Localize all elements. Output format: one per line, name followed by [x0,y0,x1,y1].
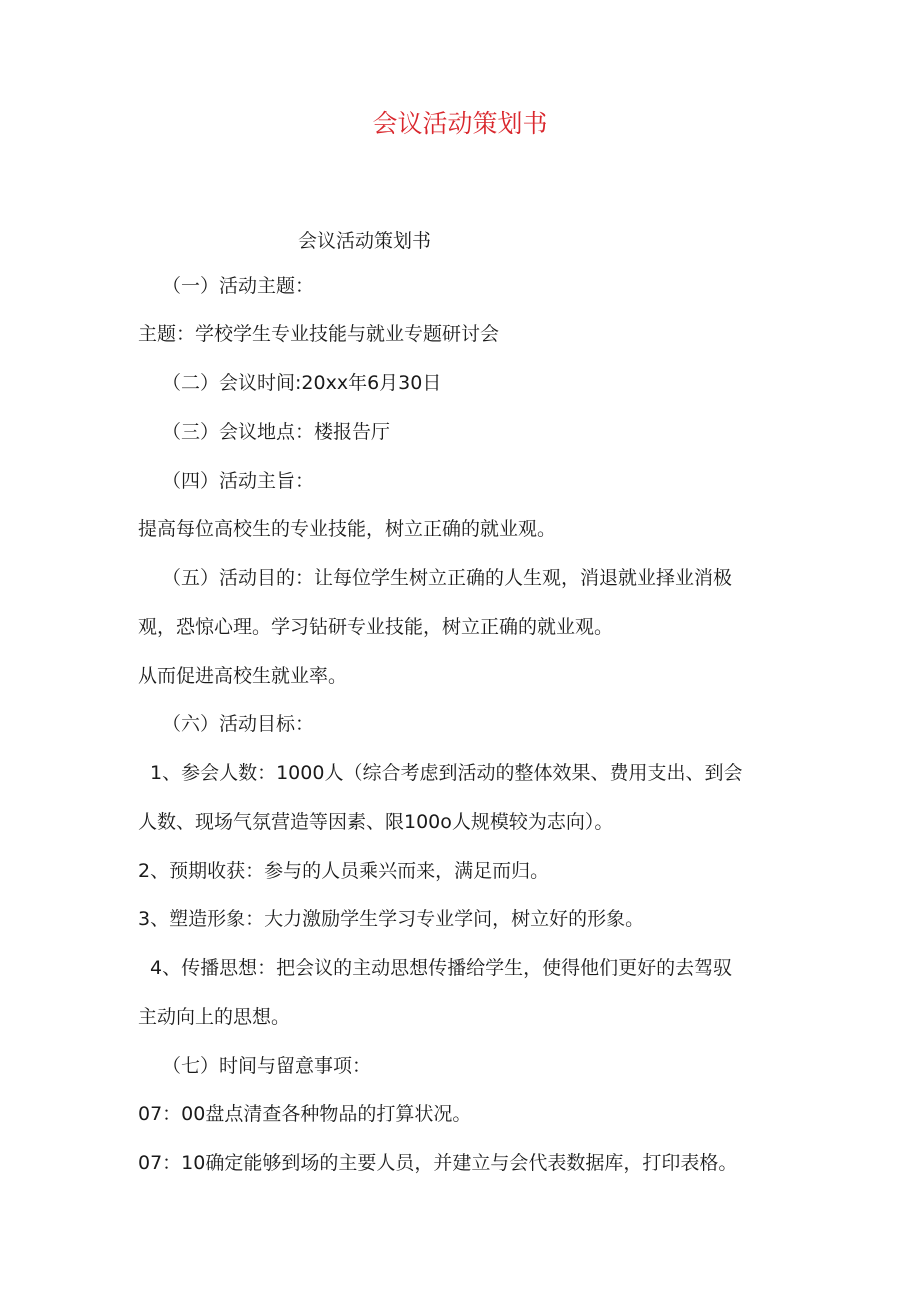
schedule-item-0710: 07：10确定能够到场的主要人员，并建立与会代表数据库，打印表格。 [138,1152,738,1174]
section-heading-schedule: （七）时间与留意事项： [162,1055,372,1077]
paragraph-goal-end: 从而促进高校生就业率。 [138,665,348,687]
section-heading-location: （三）会议地点：楼报告厅 [162,421,391,443]
section-heading-purpose: （四）活动主旨： [162,470,315,492]
list-item-expected: 2、预期收获：参与的人员乘兴而来，满足而归。 [138,860,550,882]
list-item-spread-cont: 主动向上的思想。 [138,1006,291,1028]
list-item-spread: 4、传播思想：把会议的主动思想传播给学生，使得他们更好的去驾驭 [150,957,733,979]
list-item-image: 3、塑造形象：大力激励学生学习专业学问，树立好的形象。 [138,908,645,930]
section-heading-time: （二）会议时间:20xx年6月30日 [162,372,442,394]
schedule-item-0700: 07：00盘点清查各种物品的打算状况。 [138,1103,472,1125]
document-title: 会议活动策划书 [372,109,548,138]
paragraph-theme: 主题：学校学生专业技能与就业专题研讨会 [138,323,500,345]
document-subtitle: 会议活动策划书 [298,230,432,252]
list-item-attendance: 1、参会人数：1000人（综合考虑到活动的整体效果、费用支出、到会 [150,762,743,784]
section-heading-goal: （五）活动目的：让每位学生树立正确的人生观，消退就业择业消极 [162,567,733,589]
paragraph-goal-cont: 观，恐惊心理。学习钻研专业技能，树立正确的就业观。 [138,616,614,638]
list-item-attendance-cont: 人数、现场气氛营造等因素、限100o人规模较为志向）。 [138,811,614,833]
section-heading-targets: （六）活动目标： [162,713,315,735]
paragraph-purpose: 提高每位高校生的专业技能，树立正确的就业观。 [138,518,557,540]
section-heading-theme: （一）活动主题： [162,275,315,297]
